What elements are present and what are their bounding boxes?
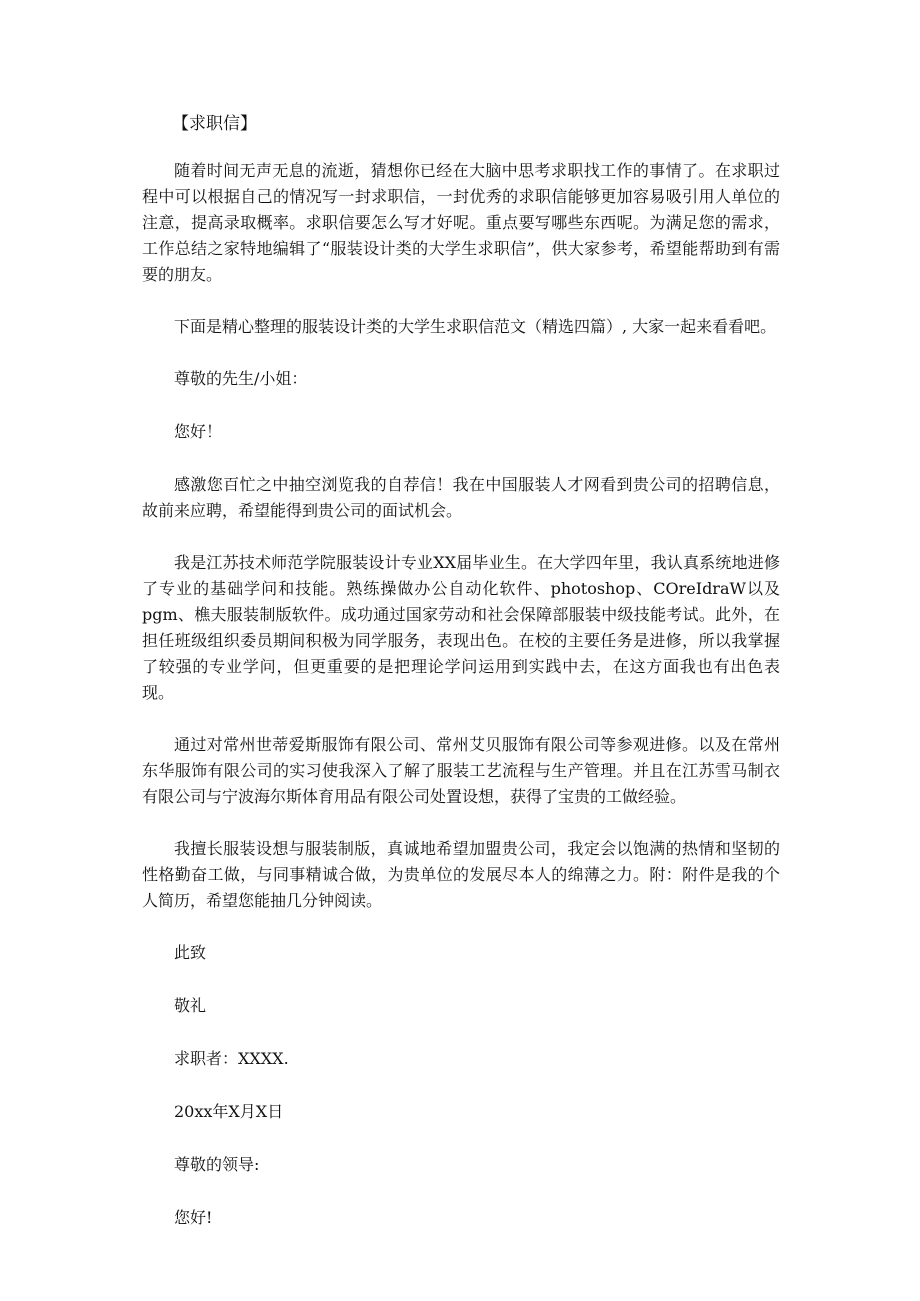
intro-paragraph-1: 随着时间无声无息的流逝，猜想你已经在大脑中思考求职找工作的事情了。在求职过程中可以根据自己的情况写一封求职信，一封优秀的求职信能够更加容易吸引用人单位的注意，提高录取概率。求职信要怎么写才好呢。重点要写哪些东西呢。为满足您的需求，工作总结之家特地编辑了“服装设计类的大学生求职信”，供大家参考，希望能帮助到有需要的朋友。 <box>142 161 780 284</box>
greeting: 您好！ <box>174 422 223 441</box>
letter-paragraph-1: 感激您百忙之中抽空浏览我的自荐信！我在中国服装人才网看到贵公司的招聘信息，故前来应聘，希望能得到贵公司的面试机会。 <box>142 475 780 520</box>
date: 20xx年X月X日 <box>174 1102 284 1121</box>
greeting-2: 您好! <box>174 1208 213 1227</box>
closing-line-1: 此致 <box>174 943 207 962</box>
signature: 求职者：XXXX. <box>174 1049 289 1068</box>
salutation: 尊敬的先生/小姐： <box>174 369 308 388</box>
letter-paragraph-2: 我是江苏技术师范学院服装设计专业XX届毕业生。在大学四年里，我认真系统地进修了专业的基础学问和技能。熟练操做办公自动化软件、photoshop、COreIdraW以及pgm、樵夫服装制版软件。成功通过国家劳动和社会保障部服装中级技能考试。此外，在担任班级组织委员期间积极为同学服务，表现出色。在校的主要任务是进修，所以我掌握了较强的专业学问，但更重要的是把理论学问运用到实践中去，在这方面我也有出色表现。 <box>142 553 780 702</box>
salutation-2: 尊敬的领导: <box>174 1155 260 1174</box>
closing-line-2: 敬礼 <box>174 996 207 1015</box>
intro-paragraph-2: 下面是精心整理的服装设计类的大学生求职信范文（精选四篇）, 大家一起来看看吧。 <box>174 317 777 336</box>
letter-paragraph-4: 我擅长服装设想与服装制版，真诚地希望加盟贵公司，我定会以饱满的热情和坚韧的性格勤奋工做，与同事精诚合做，为贵单位的发展尽本人的绵薄之力。附：附件是我的个人简历，希望您能抽几分钟阅读。 <box>142 839 780 910</box>
document-title: 【求职信】 <box>172 114 257 134</box>
letter-paragraph-3: 通过对常州世蒂爱斯服饰有限公司、常州艾贝服饰有限公司等参观进修。以及在常州东华服饰有限公司的实习使我深入了解了服装工艺流程与生产管理。并且在江苏雪马制衣有限公司与宁波海尔斯体育用品有限公司处置设想，获得了宝贵的工做经验。 <box>142 735 780 806</box>
